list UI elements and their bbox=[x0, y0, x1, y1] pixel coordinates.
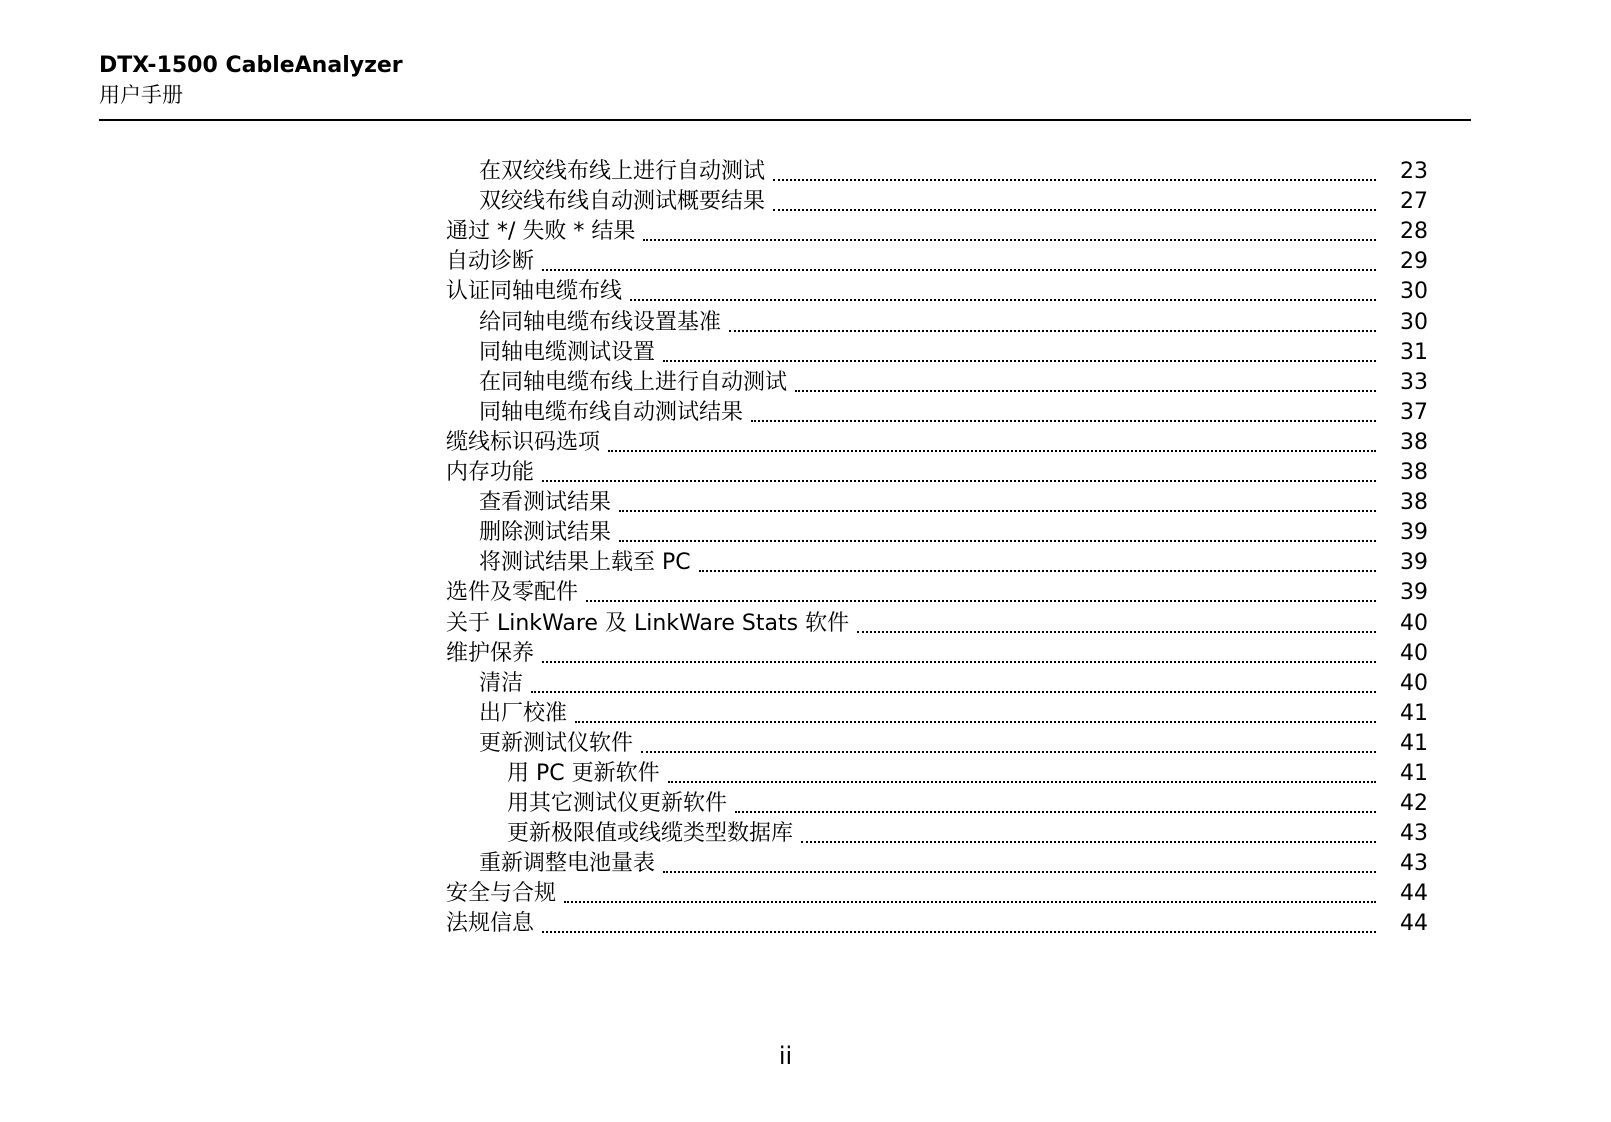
toc-entry[interactable] bbox=[446, 337, 1428, 367]
toc-entry[interactable] bbox=[446, 848, 1428, 878]
toc-entry[interactable] bbox=[446, 246, 1428, 276]
toc-entry[interactable] bbox=[446, 216, 1428, 246]
toc-entry-page: 41 bbox=[1400, 760, 1428, 786]
toc-entry-title: 同轴电缆测试设置 bbox=[479, 339, 656, 365]
toc-dot-leader bbox=[643, 239, 1376, 241]
toc-entry[interactable] bbox=[446, 547, 1428, 577]
document-title: DTX-1500 CableAnalyzer bbox=[99, 53, 403, 78]
toc-entry-page: 44 bbox=[1400, 881, 1428, 907]
toc-dot-leader bbox=[542, 931, 1376, 933]
toc-entry-page: 29 bbox=[1400, 249, 1428, 275]
toc-entry-title: 安全与合规 bbox=[446, 881, 557, 907]
toc-entry-title: 给同轴电缆布线设置基准 bbox=[479, 309, 722, 335]
toc-dot-leader bbox=[751, 420, 1376, 422]
toc-entry-page: 39 bbox=[1400, 550, 1428, 576]
document-subtitle: 用户手册 bbox=[99, 83, 183, 107]
toc-entry-page: 23 bbox=[1400, 159, 1428, 185]
toc-entry[interactable] bbox=[446, 517, 1428, 547]
toc-entry-page: 41 bbox=[1400, 730, 1428, 756]
table-of-contents bbox=[446, 156, 1428, 938]
header-divider bbox=[99, 119, 1471, 121]
toc-entry-page: 38 bbox=[1400, 429, 1428, 455]
toc-dot-leader bbox=[857, 631, 1376, 633]
toc-entry-page: 33 bbox=[1400, 369, 1428, 395]
toc-entry-title: 查看测试结果 bbox=[479, 490, 612, 516]
toc-entry[interactable] bbox=[446, 276, 1428, 306]
toc-entry[interactable] bbox=[446, 577, 1428, 607]
toc-entry-page: 43 bbox=[1400, 821, 1428, 847]
toc-dot-leader bbox=[795, 390, 1376, 392]
toc-dot-leader bbox=[619, 510, 1376, 512]
toc-entry[interactable] bbox=[446, 908, 1428, 938]
toc-entry-page: 39 bbox=[1400, 580, 1428, 606]
toc-entry[interactable] bbox=[446, 156, 1428, 186]
toc-dot-leader bbox=[773, 179, 1376, 181]
toc-entry-title: 出厂校准 bbox=[479, 700, 568, 726]
toc-entry[interactable] bbox=[446, 487, 1428, 517]
toc-dot-leader bbox=[773, 209, 1376, 211]
toc-entry[interactable] bbox=[446, 186, 1428, 216]
toc-entry-page: 28 bbox=[1400, 219, 1428, 245]
toc-entry-page: 38 bbox=[1400, 460, 1428, 486]
toc-entry-title: 将测试结果上载至 PC bbox=[479, 550, 691, 576]
toc-entry[interactable] bbox=[446, 668, 1428, 698]
toc-dot-leader bbox=[619, 540, 1376, 542]
toc-entry-title: 维护保养 bbox=[446, 640, 535, 666]
toc-entry-title: 缆线标识码选项 bbox=[446, 429, 601, 455]
toc-dot-leader bbox=[608, 450, 1376, 452]
toc-entry-title: 用其它测试仪更新软件 bbox=[507, 791, 728, 817]
toc-dot-leader bbox=[663, 871, 1376, 873]
toc-dot-leader bbox=[542, 480, 1376, 482]
toc-dot-leader bbox=[641, 751, 1376, 753]
toc-entry-page: 42 bbox=[1400, 791, 1428, 817]
toc-entry-page: 39 bbox=[1400, 520, 1428, 546]
toc-entry-title: 删除测试结果 bbox=[479, 520, 612, 546]
toc-entry-page: 41 bbox=[1400, 700, 1428, 726]
toc-entry-page: 30 bbox=[1400, 309, 1428, 335]
toc-dot-leader bbox=[735, 811, 1376, 813]
toc-entry-title: 内存功能 bbox=[446, 460, 535, 486]
toc-entry-title: 在同轴电缆布线上进行自动测试 bbox=[479, 369, 788, 395]
toc-dot-leader bbox=[668, 781, 1376, 783]
toc-entry-page: 31 bbox=[1400, 339, 1428, 365]
toc-entry[interactable] bbox=[446, 638, 1428, 668]
toc-entry-title: 用 PC 更新软件 bbox=[507, 760, 660, 786]
toc-entry[interactable] bbox=[446, 457, 1428, 487]
toc-entry-title: 选件及零配件 bbox=[446, 580, 579, 606]
toc-dot-leader bbox=[564, 901, 1376, 903]
toc-dot-leader bbox=[729, 330, 1376, 332]
toc-entry-title: 更新测试仪软件 bbox=[479, 730, 634, 756]
toc-dot-leader bbox=[801, 841, 1376, 843]
toc-entry[interactable] bbox=[446, 607, 1428, 637]
toc-entry[interactable] bbox=[446, 397, 1428, 427]
toc-entry-page: 40 bbox=[1400, 610, 1428, 636]
toc-entry-page: 44 bbox=[1400, 911, 1428, 937]
toc-entry-title: 关于 LinkWare 及 LinkWare Stats 软件 bbox=[446, 610, 850, 636]
toc-dot-leader bbox=[542, 269, 1376, 271]
toc-entry[interactable] bbox=[446, 818, 1428, 848]
toc-entry-page: 27 bbox=[1400, 189, 1428, 215]
toc-dot-leader bbox=[663, 360, 1376, 362]
toc-entry[interactable] bbox=[446, 306, 1428, 336]
toc-entry[interactable] bbox=[446, 698, 1428, 728]
toc-entry-title: 法规信息 bbox=[446, 911, 535, 937]
toc-entry-title: 重新调整电池量表 bbox=[479, 851, 656, 877]
toc-dot-leader bbox=[542, 661, 1376, 663]
toc-entry-page: 40 bbox=[1400, 640, 1428, 666]
page-header bbox=[99, 52, 1471, 110]
toc-entry-title: 同轴电缆布线自动测试结果 bbox=[479, 399, 744, 425]
toc-dot-leader bbox=[630, 299, 1376, 301]
toc-dot-leader bbox=[699, 570, 1376, 572]
toc-entry-title: 清洁 bbox=[479, 670, 524, 696]
toc-dot-leader bbox=[586, 600, 1376, 602]
toc-dot-leader bbox=[575, 721, 1376, 723]
toc-entry[interactable] bbox=[446, 367, 1428, 397]
toc-entry[interactable] bbox=[446, 878, 1428, 908]
toc-entry-page: 40 bbox=[1400, 670, 1428, 696]
page-number: ii bbox=[778, 1042, 793, 1070]
toc-entry-title: 在双绞线布线上进行自动测试 bbox=[479, 159, 766, 185]
toc-entry[interactable] bbox=[446, 788, 1428, 818]
toc-entry-page: 30 bbox=[1400, 279, 1428, 305]
toc-entry[interactable] bbox=[446, 758, 1428, 788]
toc-entry-title: 双绞线布线自动测试概要结果 bbox=[479, 189, 766, 215]
toc-dot-leader bbox=[531, 691, 1376, 693]
toc-entry-title: 更新极限值或线缆类型数据库 bbox=[507, 821, 794, 847]
toc-entry[interactable] bbox=[446, 728, 1428, 758]
toc-entry-title: 自动诊断 bbox=[446, 249, 535, 275]
toc-entry-title: 认证同轴电缆布线 bbox=[446, 279, 623, 305]
toc-entry-page: 43 bbox=[1400, 851, 1428, 877]
toc-entry-title: 通过 */ 失败 * 结果 bbox=[446, 219, 636, 245]
toc-entry-page: 37 bbox=[1400, 399, 1428, 425]
toc-entry-page: 38 bbox=[1400, 490, 1428, 516]
toc-entry[interactable] bbox=[446, 427, 1428, 457]
